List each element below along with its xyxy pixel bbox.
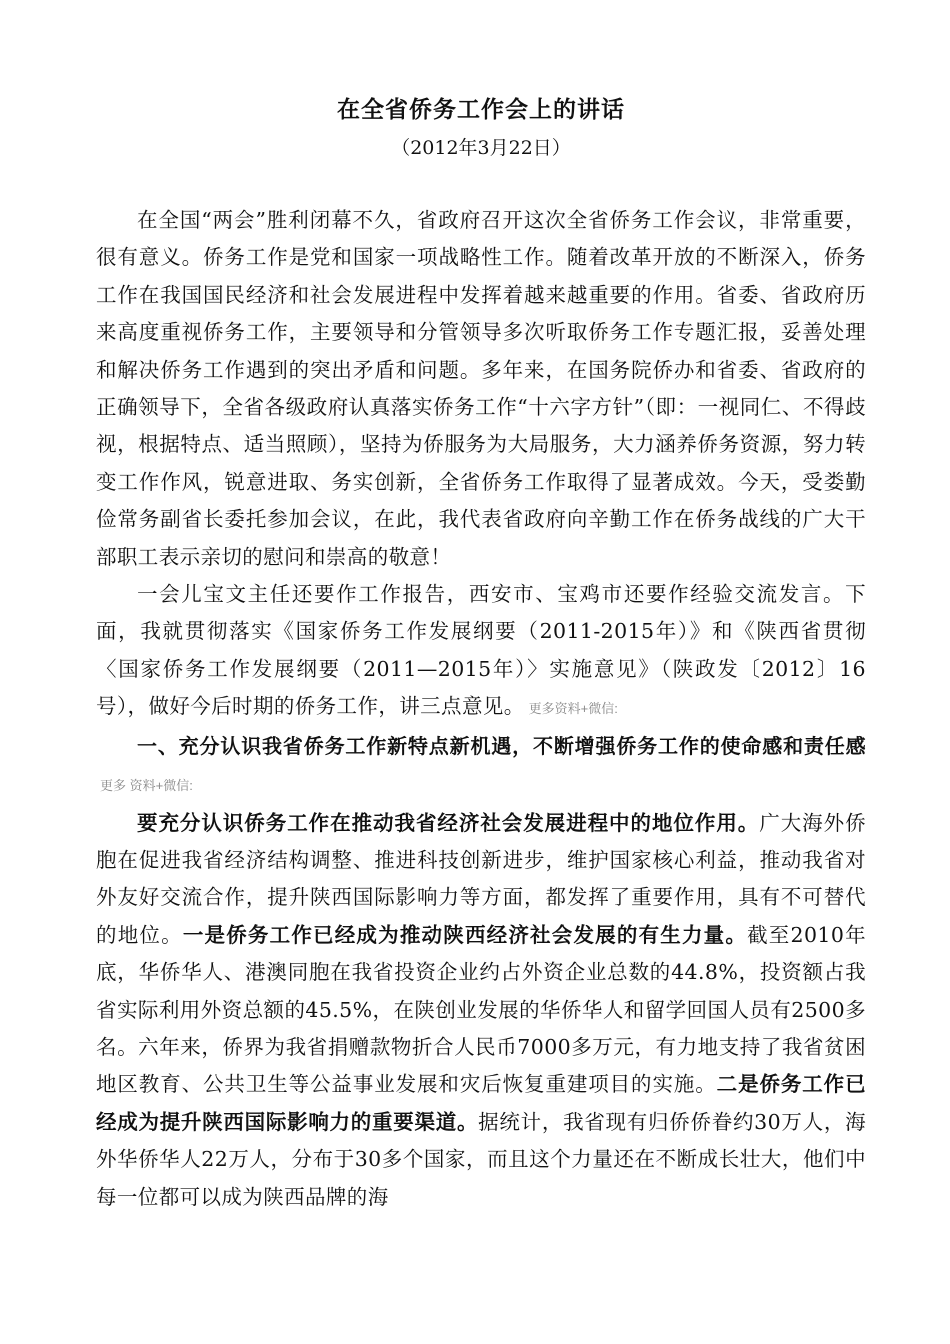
paragraph-outline-text: 一会儿宝文主任还要作工作报告，西安市、宝鸡市还要作经验交流发言。下面，我就贯彻落实《国家侨务工作发展纲要（2011-2015年）》和《陕西省贯彻〈国家侨务工作发展纲要（2011—2015年）〉实施意见》（陕政发〔2012〕16号），做好今后时期的侨务工作，讲三点意见。 — [96, 582, 866, 719]
watermark-text: 更多资料+微信: — [528, 701, 618, 717]
bold-lead-sentence: 要充分认识侨务工作在推动我省经济社会发展进程中的地位作用。 — [137, 810, 760, 835]
paragraph-role — [96, 805, 866, 1216]
paragraph-opening: 在全国“两会”胜利闭幕不久，省政府召开这次全省侨务工作会议，非常重要，很有意义。侨务工作是党和国家一项战略性工作。随着改革开放的不断深入，侨务工作在我国国民经济和社会发展进程中发挥着越来越重要的作用。省委、省政府历来高度重视侨务工作，主要领导和分管领导多次听取侨务工作专题汇报，妥善处理和解决侨务工作遇到的突出矛盾和问题。多年来，在国务院侨办和省委、省政府的正确领导下，全省各级政府认真落实侨务工作“十六字方针”（即：一视同仁、不得歧视，根据特点、适当照顾），坚持为侨服务为大局服务，大力涵养侨务资源，努力转变工作作风，锐意进取、务实创新，全省侨务工作取得了显著成效。今天，受娄勤俭常务副省长委托参加会议，在此，我代表省政府向辛勤工作在侨务战线的广大干部职工表示亲切的慰问和崇高的敬意！ — [96, 208, 866, 569]
document-page — [96, 92, 866, 1216]
watermark-text: 更多 资料+微信: — [100, 778, 193, 794]
bold-point-two: 二是侨务工作已经成为提升陕西国际影响力的重要渠道。 — [96, 1072, 866, 1134]
speech-date: （2012年3月22日） — [391, 137, 571, 159]
paragraph-text: 广大海外侨胞在促进我省经济结构调整、推进科技创新进步，维护国家核心利益，推动我省对外友好交流合作，提升陕西国际影响力等方面，都发挥了重要作用，具有不可替代的地位。 — [96, 810, 866, 947]
section-heading-1 — [96, 728, 866, 805]
paragraph-text: 据统计，我省现有归侨侨眷约30万人，海外华侨华人22万人，分布于30多个国家，而且这个力量还在不断成长壮大，他们中每一位都可以成为陕西品牌的海 — [96, 1109, 866, 1209]
document-body — [96, 202, 866, 1216]
paragraph-outline — [96, 576, 866, 728]
document-title: 在全省侨务工作会上的讲话 — [337, 96, 625, 123]
paragraph-text: 截至2010年底，华侨华人、港澳同胞在我省投资企业约占外资企业总数的44.8%，投资额占我省实际利用外资总额的45.5%，在陕创业发展的华侨华人和留学回国人员有2500多名。六年来，侨界为我省捐赠款物折合人民币7000多万元，有力地支持了我省贫困地区教育、公共卫生等公益事业发展和灾后恢复重建项目的实施。 — [96, 922, 866, 1097]
section-heading-text: 一、充分认识我省侨务工作新特点新机遇，不断增强侨务工作的使命感和责任感 — [137, 733, 866, 758]
bold-point-one: 一是侨务工作已经成为推动陕西经济社会发展的有生力量。 — [182, 922, 748, 947]
